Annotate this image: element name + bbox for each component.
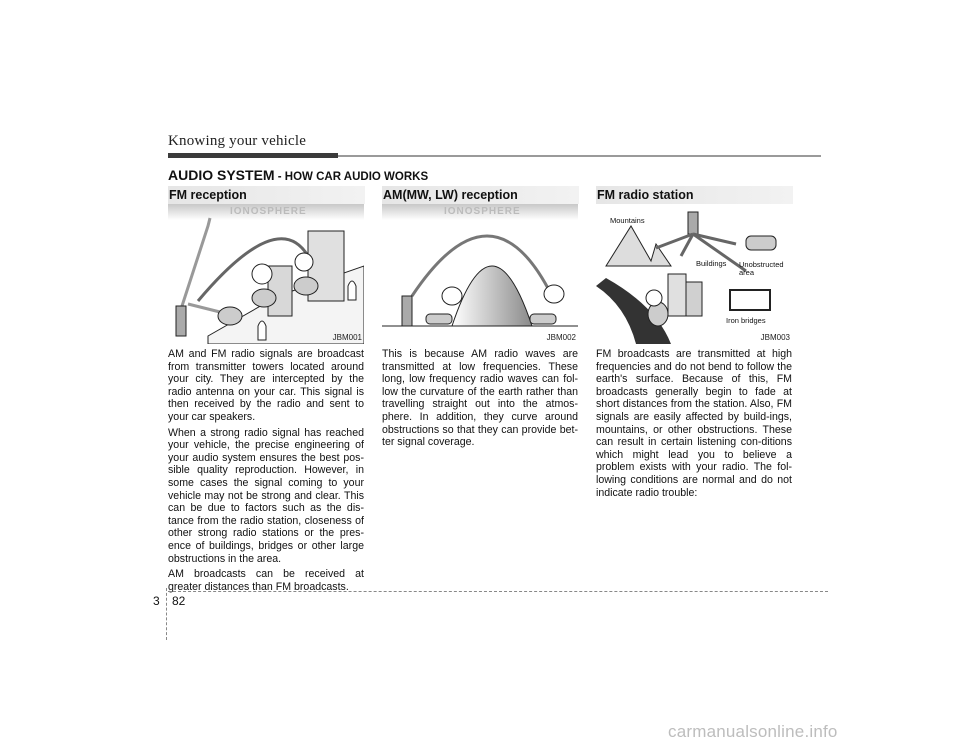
section-heading-sub: - HOW CAR AUDIO WORKS [274, 171, 429, 183]
column-2-text [382, 348, 578, 452]
car [746, 236, 776, 250]
figure-title: AM(MW, LW) reception [382, 186, 579, 204]
fm-station-illustration [596, 186, 792, 344]
paragraph: FM broadcasts are transmitted at high frequencies and do not bend to follow the earth's surface. Because of this, FM broadcasts generally begin to fade at short distances from the station. Also, FM signals are easily affected by build-ings, mountains, or other obstructions. These can result in certain listening con-ditions which might lead you to believe a problem exists with your radio. The fol-lowing conditions are normal and do not indicate radio trouble: [596, 348, 792, 499]
label-buildings: Buildings [696, 259, 727, 268]
signal-bubble [646, 290, 662, 306]
label-mountains: Mountains [610, 216, 645, 225]
transmitter-tower [402, 296, 412, 326]
figure-fm-reception [168, 186, 364, 344]
signal-bubble [544, 285, 564, 303]
radio-station-tower [688, 212, 698, 234]
car [294, 277, 318, 295]
ionosphere-label: IONOSPHERE [230, 206, 307, 217]
footer-vertical-rule [166, 588, 167, 640]
section-heading-main: AUDIO SYSTEM [168, 167, 275, 183]
figure-code: JBM002 [546, 333, 576, 342]
figure-title: FM reception [168, 186, 365, 204]
car [252, 289, 276, 307]
figure-code: JBM003 [760, 333, 790, 342]
figure-code: JBM001 [332, 333, 362, 342]
figure-fm-radio-station [596, 186, 792, 344]
paragraph: This is because AM radio waves are transmitted at low frequencies. These long, low frequency radio waves can fol-low the curvature of the earth rather than travelling straight out into the atmos-phere. In addition, they curve around obstructions so that they can provide bet-ter signal coverage. [382, 348, 578, 449]
page-header-title: Knowing your vehicle [168, 133, 307, 149]
paragraph: AM and FM radio signals are broadcast from transmitter towers located around your city. They are intercepted by the radio antenna on your car. This signal is then received by the radio and sent to your car speakers. [168, 348, 364, 423]
signal-bubble [252, 264, 272, 284]
car [530, 314, 556, 324]
ionosphere-label: IONOSPHERE [444, 206, 521, 217]
watermark: carmanualsonline.info [668, 722, 838, 741]
am-reception-illustration [382, 186, 578, 344]
paragraph: AM broadcasts can be received at greater distances than FM broadcasts. [168, 568, 364, 593]
label-area: area [739, 268, 755, 277]
paragraph: When a strong radio signal has reached your vehicle, the precise engineering of your audio system ensures the best pos-sible quality reproduction. However, in some cases the signal coming to your vehicle may not be strong and clear. This can be due to factors such as the dis-tance from the radio station, closeness of other strong radio stations or the pres-ence of buildings, bridges or other large obstructions in the area. [168, 426, 364, 565]
footer-rule [168, 591, 828, 592]
section-heading [168, 167, 428, 183]
buildings [686, 282, 702, 316]
transmitter-tower [176, 306, 186, 336]
mountain [452, 266, 532, 326]
label-iron-bridges: Iron bridges [726, 316, 766, 325]
header-rule-dark [168, 153, 338, 158]
column-3-text [596, 348, 792, 502]
signal-bubble [295, 253, 313, 271]
car [218, 307, 242, 325]
label-unobstructed: Unobstructed [739, 260, 784, 269]
figure-title: FM radio station [596, 186, 793, 204]
figure-am-reception [382, 186, 578, 344]
page-number: 82 [172, 594, 186, 608]
fm-reception-illustration [168, 186, 364, 344]
iron-bridge [730, 290, 770, 310]
car [426, 314, 452, 324]
chapter-number: 3 [153, 594, 160, 608]
signal-bubble [442, 287, 462, 305]
buildings [668, 274, 686, 316]
column-1-text [168, 348, 364, 596]
header-rule-light [338, 155, 821, 157]
